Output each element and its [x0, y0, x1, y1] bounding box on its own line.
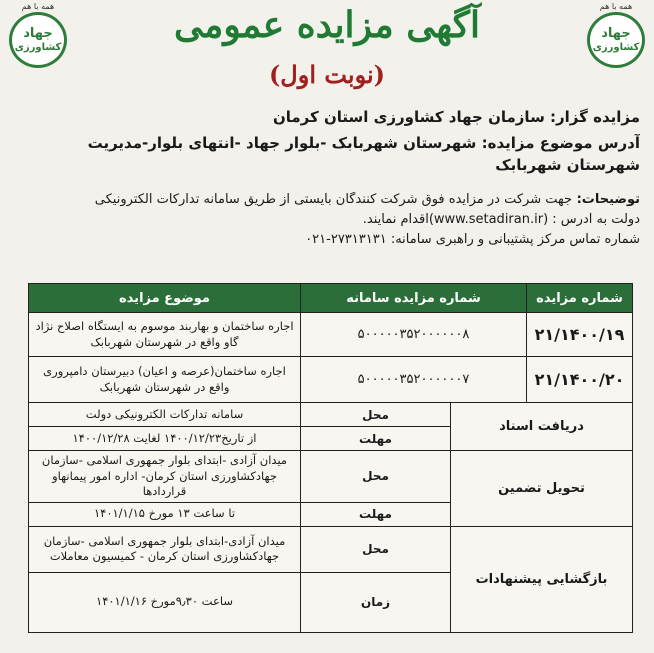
organizer-line — [12, 108, 640, 126]
logo-emblem — [9, 12, 67, 68]
opening-place-label: محل — [301, 526, 451, 572]
opening-title: بازگشایی پیشنهادات — [451, 526, 633, 632]
opening-time-value: ساعت ۹٫۳۰مورخ ۱۴۰۱/۱/۱۶ — [29, 572, 301, 632]
header-subject: موضوع مزایده — [29, 284, 301, 313]
header-system-number: شماره مزایده سامانه — [301, 284, 527, 313]
system-number-cell: ۵۰۰۰۰۰۳۵۲۰۰۰۰۰۰۷ — [301, 357, 527, 403]
jahad-logo-left — [8, 2, 68, 68]
guarantee-place-value: میدان آزادی -ابتدای بلوار جمهوری اسلامی -سازمان جهادکشاورزی استان کرمان- اداره امور پیمانهاو قراردادها — [29, 451, 301, 503]
subject-cell: اجاره ساختمان و بهاربند موسوم به ایستگاه اصلاح نژاد گاو واقع در شهرستان شهربابک — [29, 313, 301, 357]
doc-place-value: سامانه تدارکات الکترونیکی دولت — [29, 403, 301, 427]
auction-number-cell: ۲۱/۱۴۰۰/۱۹ — [527, 313, 633, 357]
address-text-2: شهرستان شهربابک — [495, 156, 640, 174]
description-block — [12, 192, 640, 247]
doc-place-label: محل — [301, 403, 451, 427]
logo-line1: جهاد — [601, 26, 631, 42]
guarantee-place-row — [29, 451, 633, 503]
system-number-cell: ۵۰۰۰۰۰۳۵۲۰۰۰۰۰۰۸ — [301, 313, 527, 357]
address-text-1: آدرس موضوع مزایده: شهرستان شهربابک -بلوار جهاد -انتهای بلوار-مدیریت — [87, 134, 640, 152]
auction-table — [28, 283, 633, 633]
logo-line1: جهاد — [23, 26, 53, 42]
description-label: توضیحات: — [576, 192, 640, 207]
logo-line2: کشاورزی — [592, 41, 640, 53]
opening-place-value: میدان آزادی-ابتدای بلوار جمهوری اسلامی -سازمان جهادکشاورزی استان کرمان - کمیسیون معاملات — [29, 526, 301, 572]
table-row — [29, 357, 633, 403]
logo-line2: کشاورزی — [14, 41, 62, 53]
description-text-2: دولت به آدرس : (www.setadiran.ir)اقدام نمایند. — [362, 212, 640, 227]
description-text-1: جهت شرکت در مزایده فوق شرکت کنندگان بایستی از طریق سامانه تدارکات الکترونیکی — [94, 192, 573, 207]
jahad-logo-right — [586, 2, 646, 68]
notice-subtitle: (نوبت اول) — [268, 60, 386, 89]
guarantee-deadline-value: تا ساعت ۱۳ مورخ ۱۴۰۱/۱/۱۵ — [29, 502, 301, 526]
address-block — [12, 134, 640, 174]
guarantee-place-label: محل — [301, 451, 451, 503]
logo-tag: همه با هم — [21, 2, 55, 11]
opening-time-label: زمان — [301, 572, 451, 632]
logo-emblem — [587, 12, 645, 68]
support-contact: شماره تماس مرکز پشتیبانی و راهبری سامانه: ۲۷۳۱۳۱۳۱-۰۲۱ — [305, 232, 640, 247]
guarantee-deadline-label: مهلت — [301, 502, 451, 526]
subject-cell: اجاره ساختمان(عرصه و اعیان) دبیرستان دامپروری واقع در شهرستان شهربابک — [29, 357, 301, 403]
doc-place-row — [29, 403, 633, 427]
guarantee-title: تحویل تضمین — [451, 451, 633, 527]
doc-deadline-label: مهلت — [301, 427, 451, 451]
opening-place-row — [29, 526, 633, 572]
organizer-text: مزایده گزار: سازمان جهاد کشاورزی استان کرمان — [272, 108, 640, 126]
doc-deadline-value: از تاریخ۱۴۰۰/۱۲/۲۳ لغایت ۱۴۰۰/۱۲/۲۸ — [29, 427, 301, 451]
notice-title: آگهی مزایده عمومی — [174, 4, 480, 46]
table-header-row — [29, 284, 633, 313]
auction-number-cell: ۲۱/۱۴۰۰/۲۰ — [527, 357, 633, 403]
header-auction-number: شماره مزایده — [527, 284, 633, 313]
table-row — [29, 313, 633, 357]
logo-tag: همه با هم — [599, 2, 633, 11]
doc-receipt-title: دریافت اسناد — [451, 403, 633, 451]
